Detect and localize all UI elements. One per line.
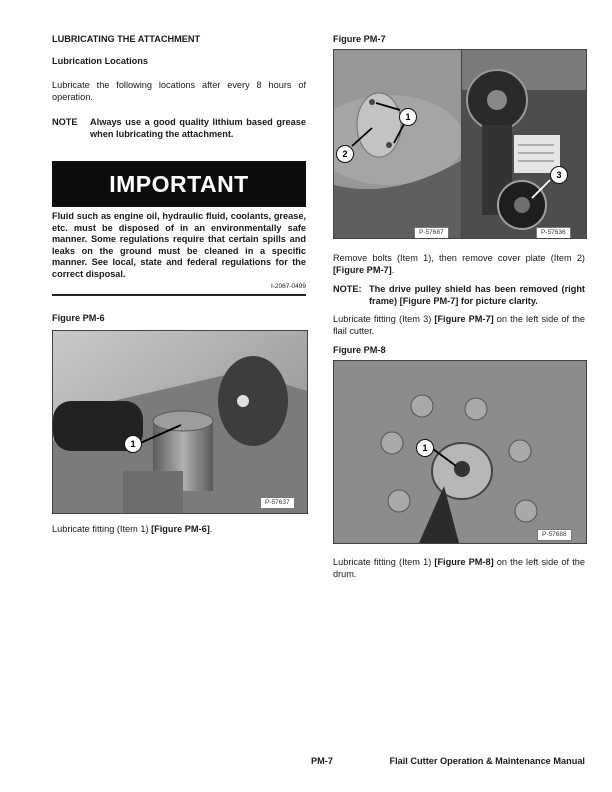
figure-pm6-photo: [52, 330, 308, 514]
important-title: IMPORTANT: [109, 171, 249, 197]
paragraph-text: Lubricate fitting (Item 3): [333, 314, 435, 324]
figure-pm7-right-illustration: [462, 50, 586, 238]
figure-pm7-title: Figure PM-7: [333, 34, 386, 44]
figure-ref: [Figure PM-7]: [333, 264, 392, 275]
figure-pm6-title: Figure PM-6: [52, 313, 105, 323]
figure-ref: [Figure PM-6]: [151, 524, 210, 534]
photo-number: P-57688: [537, 529, 572, 541]
callout-1: 1: [416, 439, 434, 457]
note-label: NOTE:: [333, 284, 362, 294]
intro-paragraph: Lubricate the following locations after every 8 hours of operation.: [52, 80, 306, 102]
callout-2: 2: [336, 145, 354, 163]
subsection-heading: Lubrication Locations: [52, 56, 148, 66]
figure-pm8-photo: [333, 360, 587, 544]
important-banner: [52, 161, 306, 207]
photo-number: P-57636: [536, 227, 571, 239]
figure-pm8-title: Figure PM-8: [333, 345, 386, 355]
callout-1: 1: [399, 108, 417, 126]
page-number: PM-7: [311, 756, 333, 766]
figure-ref: [Figure PM-8]: [434, 557, 494, 567]
figure-ref: [Figure PM-7]: [434, 314, 494, 324]
photo-number: P-57637: [260, 497, 295, 509]
lubricate-drum-paragraph: [333, 557, 585, 580]
figure-pm7-photo-right: [461, 49, 587, 239]
divider: [52, 294, 306, 296]
figure-pm7-photo-left: [333, 49, 463, 239]
important-text: Fluid such as engine oil, hydraulic fluid, coolants, grease, etc. must be disposed of in an environmentally safe manner. Some regulations require that certain spills and leaks on the ground must be cleaned in a specific manner. See local, state and federal regulations for the correct disposal.: [52, 211, 306, 279]
paragraph-text: Lubricate fitting (Item 1): [333, 557, 435, 567]
note-text: The drive pulley shield has been removed (right frame) [Figure PM-7] for picture clarity.: [369, 284, 585, 306]
lubricate-item3-paragraph: [333, 314, 585, 337]
manual-title: Flail Cutter Operation & Maintenance Manual: [389, 756, 585, 766]
figure-pm6-caption: [52, 524, 312, 536]
paragraph-suffix: on the left side of the drum.: [333, 557, 586, 579]
callout-3: 3: [550, 166, 568, 184]
caption-suffix: .: [209, 524, 213, 534]
important-code: I-2067-0499: [270, 283, 306, 290]
callout-1: 1: [124, 435, 142, 453]
caption-text: Lubricate fitting (Item 1): [52, 524, 152, 534]
figure-pm8-illustration: [334, 361, 586, 543]
section-heading: LUBRICATING THE ATTACHMENT: [52, 34, 201, 44]
paragraph-text: Remove bolts (Item 1), then remove cover plate (Item 2): [333, 253, 585, 263]
note-text: Always use a good quality lithium based grease when lubricating the attachment.: [90, 117, 306, 139]
note-label: NOTE: [52, 117, 78, 127]
paragraph-suffix: on the left side of the flail cutter.: [333, 314, 586, 336]
figure-pm7-left-illustration: [334, 50, 462, 238]
photo-number: P-57687: [414, 227, 449, 239]
remove-bolts-paragraph: [333, 253, 585, 276]
paragraph-suffix: .: [391, 264, 395, 275]
figure-pm6-illustration: [53, 331, 307, 513]
